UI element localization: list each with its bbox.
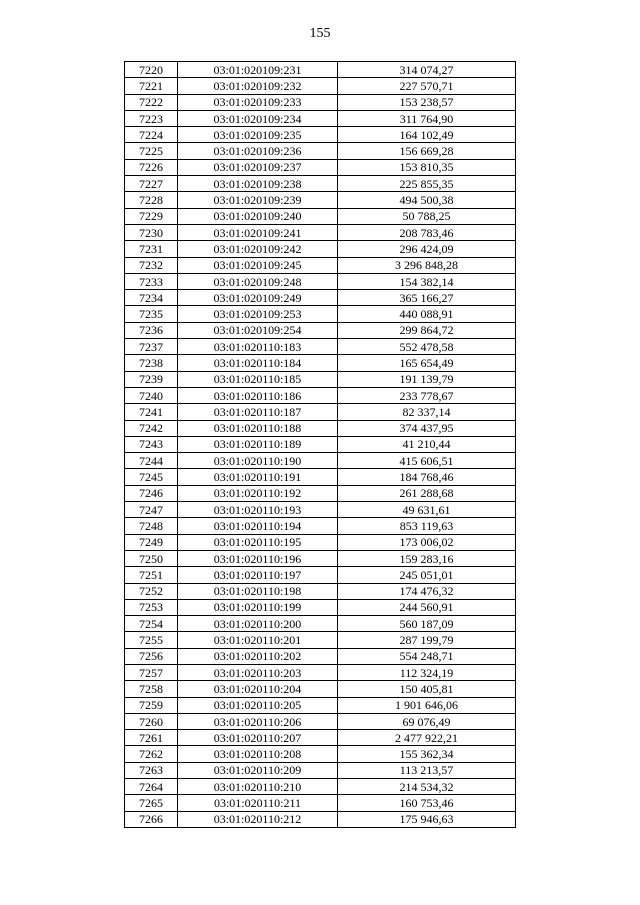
row-number-cell: 7231 [125, 241, 178, 257]
cadastral-value-cell: 154 382,14 [338, 273, 516, 289]
table-row [125, 322, 516, 338]
cadastral-value-cell: 175 946,63 [338, 811, 516, 827]
cadastral-value-cell: 554 248,71 [338, 648, 516, 664]
cadastral-number-cell: 03:01:020110:207 [178, 730, 338, 746]
cadastral-value-cell: 174 476,32 [338, 583, 516, 599]
row-number-cell: 7233 [125, 273, 178, 289]
cadastral-number-cell: 03:01:020110:191 [178, 469, 338, 485]
cadastral-value-cell: 245 051,01 [338, 567, 516, 583]
table-row [125, 453, 516, 469]
cadastral-value-cell: 50 788,25 [338, 208, 516, 224]
row-number-cell: 7224 [125, 127, 178, 143]
row-number-cell: 7247 [125, 502, 178, 518]
cadastral-number-cell: 03:01:020110:186 [178, 387, 338, 403]
cadastral-value-cell: 415 606,51 [338, 453, 516, 469]
cadastral-number-cell: 03:01:020110:205 [178, 697, 338, 713]
cadastral-number-cell: 03:01:020109:245 [178, 257, 338, 273]
cadastral-value-cell: 159 283,16 [338, 550, 516, 566]
cadastral-value-cell: 69 076,49 [338, 713, 516, 729]
cadastral-number-cell: 03:01:020110:194 [178, 518, 338, 534]
cadastral-value-cell: 225 855,35 [338, 176, 516, 192]
row-number-cell: 7253 [125, 599, 178, 615]
row-number-cell: 7239 [125, 371, 178, 387]
cadastral-number-cell: 03:01:020110:189 [178, 436, 338, 452]
table-body [125, 62, 516, 828]
table-row [125, 436, 516, 452]
row-number-cell: 7256 [125, 648, 178, 664]
cadastral-number-cell: 03:01:020109:233 [178, 94, 338, 110]
row-number-cell: 7263 [125, 762, 178, 778]
cadastral-value-cell: 165 654,49 [338, 355, 516, 371]
row-number-cell: 7251 [125, 567, 178, 583]
table-row [125, 648, 516, 664]
cadastral-value-cell: 233 778,67 [338, 387, 516, 403]
table-row [125, 599, 516, 615]
cadastral-number-cell: 03:01:020110:183 [178, 339, 338, 355]
row-number-cell: 7262 [125, 746, 178, 762]
cadastral-number-cell: 03:01:020110:190 [178, 453, 338, 469]
table-row [125, 811, 516, 827]
cadastral-number-cell: 03:01:020110:201 [178, 632, 338, 648]
cadastral-value-cell: 287 199,79 [338, 632, 516, 648]
cadastral-value-cell: 150 405,81 [338, 681, 516, 697]
cadastral-value-cell: 299 864,72 [338, 322, 516, 338]
table-row [125, 534, 516, 550]
row-number-cell: 7240 [125, 387, 178, 403]
table-row [125, 567, 516, 583]
table-row [125, 387, 516, 403]
table-row [125, 94, 516, 110]
row-number-cell: 7245 [125, 469, 178, 485]
cadastral-value-cell: 184 768,46 [338, 469, 516, 485]
table-row [125, 681, 516, 697]
table-row [125, 420, 516, 436]
row-number-cell: 7252 [125, 583, 178, 599]
cadastral-number-cell: 03:01:020110:185 [178, 371, 338, 387]
cadastral-number-cell: 03:01:020109:238 [178, 176, 338, 192]
cadastral-value-cell: 494 500,38 [338, 192, 516, 208]
table-row [125, 257, 516, 273]
row-number-cell: 7266 [125, 811, 178, 827]
table-row [125, 273, 516, 289]
row-number-cell: 7265 [125, 795, 178, 811]
row-number-cell: 7249 [125, 534, 178, 550]
row-number-cell: 7257 [125, 664, 178, 680]
table-row [125, 632, 516, 648]
row-number-cell: 7259 [125, 697, 178, 713]
table-row [125, 241, 516, 257]
cadastral-number-cell: 03:01:020109:239 [178, 192, 338, 208]
cadastral-value-cell: 41 210,44 [338, 436, 516, 452]
row-number-cell: 7232 [125, 257, 178, 273]
cadastral-value-cell: 153 238,57 [338, 94, 516, 110]
row-number-cell: 7222 [125, 94, 178, 110]
table-row [125, 583, 516, 599]
row-number-cell: 7241 [125, 404, 178, 420]
table-row [125, 176, 516, 192]
cadastral-number-cell: 03:01:020109:231 [178, 62, 338, 78]
table-row [125, 469, 516, 485]
table-row [125, 143, 516, 159]
cadastral-number-cell: 03:01:020110:210 [178, 779, 338, 795]
cadastral-value-cell: 49 631,61 [338, 502, 516, 518]
cadastral-number-cell: 03:01:020110:206 [178, 713, 338, 729]
table-row [125, 62, 516, 78]
cadastral-value-cell: 82 337,14 [338, 404, 516, 420]
row-number-cell: 7243 [125, 436, 178, 452]
cadastral-value-cell: 173 006,02 [338, 534, 516, 550]
row-number-cell: 7237 [125, 339, 178, 355]
cadastral-number-cell: 03:01:020110:188 [178, 420, 338, 436]
cadastral-number-cell: 03:01:020110:196 [178, 550, 338, 566]
cadastral-number-cell: 03:01:020109:241 [178, 224, 338, 240]
cadastral-number-cell: 03:01:020109:249 [178, 290, 338, 306]
table-row [125, 664, 516, 680]
table-row [125, 779, 516, 795]
table-row [125, 697, 516, 713]
table-row [125, 746, 516, 762]
cadastral-number-cell: 03:01:020110:187 [178, 404, 338, 420]
cadastral-number-cell: 03:01:020110:184 [178, 355, 338, 371]
table-row [125, 550, 516, 566]
table-row [125, 762, 516, 778]
table-row [125, 339, 516, 355]
cadastral-value-cell: 311 764,90 [338, 110, 516, 126]
cadastral-number-cell: 03:01:020110:204 [178, 681, 338, 697]
cadastral-number-cell: 03:01:020110:198 [178, 583, 338, 599]
row-number-cell: 7238 [125, 355, 178, 371]
table-row [125, 78, 516, 94]
cadastral-number-cell: 03:01:020110:208 [178, 746, 338, 762]
cadastral-number-cell: 03:01:020109:236 [178, 143, 338, 159]
row-number-cell: 7230 [125, 224, 178, 240]
row-number-cell: 7221 [125, 78, 178, 94]
cadastral-number-cell: 03:01:020110:199 [178, 599, 338, 615]
table-row [125, 502, 516, 518]
cadastral-number-cell: 03:01:020109:240 [178, 208, 338, 224]
table-row [125, 290, 516, 306]
row-number-cell: 7258 [125, 681, 178, 697]
table-row [125, 616, 516, 632]
cadastral-value-cell: 112 324,19 [338, 664, 516, 680]
cadastral-number-cell: 03:01:020110:203 [178, 664, 338, 680]
cadastral-value-cell: 296 424,09 [338, 241, 516, 257]
table-row [125, 110, 516, 126]
row-number-cell: 7235 [125, 306, 178, 322]
cadastral-value-cell: 153 810,35 [338, 159, 516, 175]
row-number-cell: 7234 [125, 290, 178, 306]
cadastral-number-cell: 03:01:020109:242 [178, 241, 338, 257]
row-number-cell: 7244 [125, 453, 178, 469]
row-number-cell: 7242 [125, 420, 178, 436]
cadastral-value-cell: 214 534,32 [338, 779, 516, 795]
cadastral-value-cell: 314 074,27 [338, 62, 516, 78]
cadastral-value-table [124, 61, 516, 828]
cadastral-number-cell: 03:01:020110:195 [178, 534, 338, 550]
table-row [125, 485, 516, 501]
cadastral-number-cell: 03:01:020110:192 [178, 485, 338, 501]
table-row [125, 355, 516, 371]
table-row [125, 224, 516, 240]
page-number: 155 [309, 26, 331, 41]
cadastral-value-cell: 3 296 848,28 [338, 257, 516, 273]
row-number-cell: 7261 [125, 730, 178, 746]
table-row [125, 306, 516, 322]
table-row [125, 518, 516, 534]
cadastral-value-cell: 208 783,46 [338, 224, 516, 240]
cadastral-number-cell: 03:01:020110:202 [178, 648, 338, 664]
cadastral-number-cell: 03:01:020109:248 [178, 273, 338, 289]
cadastral-value-cell: 191 139,79 [338, 371, 516, 387]
cadastral-number-cell: 03:01:020110:211 [178, 795, 338, 811]
cadastral-value-cell: 2 477 922,21 [338, 730, 516, 746]
cadastral-value-cell: 853 119,63 [338, 518, 516, 534]
cadastral-number-cell: 03:01:020110:209 [178, 762, 338, 778]
cadastral-number-cell: 03:01:020110:193 [178, 502, 338, 518]
table-row [125, 371, 516, 387]
table-row [125, 404, 516, 420]
row-number-cell: 7227 [125, 176, 178, 192]
cadastral-number-cell: 03:01:020109:232 [178, 78, 338, 94]
table-row [125, 795, 516, 811]
row-number-cell: 7246 [125, 485, 178, 501]
cadastral-number-cell: 03:01:020110:212 [178, 811, 338, 827]
cadastral-number-cell: 03:01:020109:253 [178, 306, 338, 322]
table-row [125, 127, 516, 143]
table-row [125, 730, 516, 746]
cadastral-value-cell: 261 288,68 [338, 485, 516, 501]
cadastral-value-cell: 1 901 646,06 [338, 697, 516, 713]
cadastral-value-cell: 374 437,95 [338, 420, 516, 436]
cadastral-number-cell: 03:01:020109:254 [178, 322, 338, 338]
row-number-cell: 7228 [125, 192, 178, 208]
table-row [125, 208, 516, 224]
cadastral-value-cell: 155 362,34 [338, 746, 516, 762]
cadastral-value-cell: 164 102,49 [338, 127, 516, 143]
row-number-cell: 7248 [125, 518, 178, 534]
cadastral-value-cell: 160 753,46 [338, 795, 516, 811]
cadastral-value-cell: 560 187,09 [338, 616, 516, 632]
row-number-cell: 7255 [125, 632, 178, 648]
row-number-cell: 7220 [125, 62, 178, 78]
table-row [125, 159, 516, 175]
cadastral-value-cell: 244 560,91 [338, 599, 516, 615]
row-number-cell: 7254 [125, 616, 178, 632]
row-number-cell: 7225 [125, 143, 178, 159]
cadastral-value-cell: 113 213,57 [338, 762, 516, 778]
cadastral-value-cell: 365 166,27 [338, 290, 516, 306]
row-number-cell: 7260 [125, 713, 178, 729]
cadastral-value-cell: 440 088,91 [338, 306, 516, 322]
row-number-cell: 7223 [125, 110, 178, 126]
table-row [125, 192, 516, 208]
cadastral-value-cell: 227 570,71 [338, 78, 516, 94]
row-number-cell: 7226 [125, 159, 178, 175]
table-row [125, 713, 516, 729]
cadastral-number-cell: 03:01:020109:234 [178, 110, 338, 126]
row-number-cell: 7250 [125, 550, 178, 566]
cadastral-number-cell: 03:01:020109:235 [178, 127, 338, 143]
row-number-cell: 7264 [125, 779, 178, 795]
row-number-cell: 7229 [125, 208, 178, 224]
cadastral-number-cell: 03:01:020110:197 [178, 567, 338, 583]
cadastral-value-cell: 156 669,28 [338, 143, 516, 159]
row-number-cell: 7236 [125, 322, 178, 338]
cadastral-value-cell: 552 478,58 [338, 339, 516, 355]
cadastral-number-cell: 03:01:020109:237 [178, 159, 338, 175]
cadastral-number-cell: 03:01:020110:200 [178, 616, 338, 632]
